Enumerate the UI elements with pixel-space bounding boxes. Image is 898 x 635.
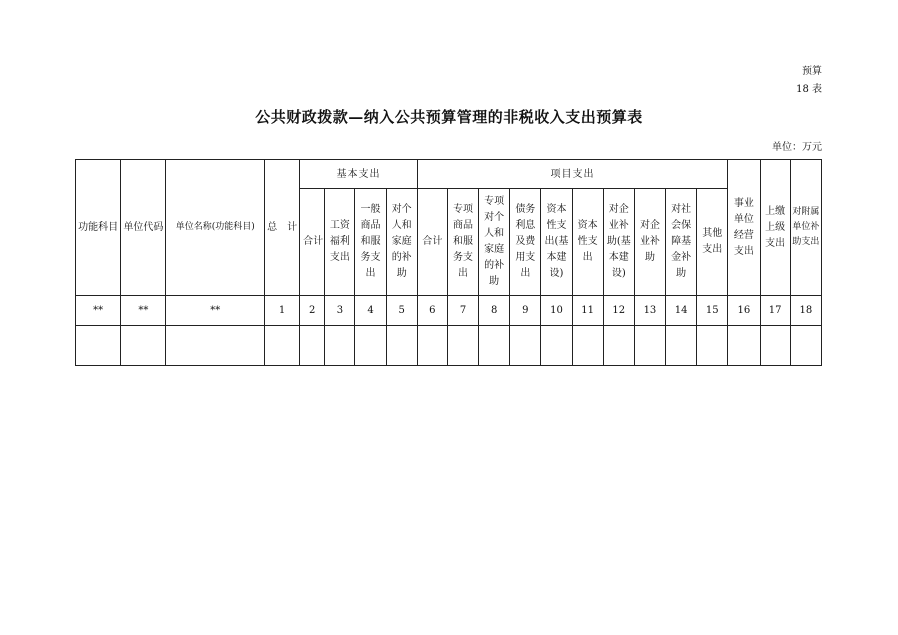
data-cell [166,326,265,366]
col-header-fushu [790,160,821,296]
col-header-jiben-shangpin-text: 一般商品和服务支出 [360,204,381,279]
data-cell [479,326,510,366]
col-header-xiangmu-shangpin [447,189,478,296]
col-header-jiben-duigeren-text: 对个人和家庭的补助 [391,204,412,279]
data-cell [572,326,603,366]
col-header-xiangmu-zhaiwu-text: 债务利息及费用支出 [515,204,536,279]
data-cell [121,326,166,366]
col-header-zongji-text: 总 计 [267,222,298,233]
col-header-xiangmu-shehui-text: 对社会保障基金补助 [671,204,692,279]
data-cell [510,326,541,366]
form-number: 18 表 [796,84,822,95]
index-cell: 15 [697,296,728,326]
index-cell: 5 [386,296,417,326]
data-cell [666,326,697,366]
col-header-xiangmu-heji [417,189,447,296]
index-cell: 17 [760,296,790,326]
col-header-xiangmu-heji-text: 合计 [422,236,443,247]
data-cell [264,326,299,366]
col-header-xiangmu-zhaiwu [510,189,541,296]
col-header-shiye-text: 事业单位经营支出 [733,197,754,257]
col-header-xiangmu-shangpin-text: 专项商品和服务支出 [453,204,473,279]
page-title: 公共财政拨款—纳入公共预算管理的非税收入支出预算表 [255,108,643,126]
data-row-empty [76,326,822,366]
index-cell: 14 [666,296,697,326]
data-cell [386,326,417,366]
col-header-jiben-gongzi-text: 工资福利支出 [329,220,350,263]
col-header-xiangmu-qiye [634,189,665,296]
index-cell: 3 [325,296,355,326]
col-header-jiben-heji-text: 合计 [303,236,324,247]
index-cell: 10 [541,296,572,326]
index-cell: 8 [479,296,510,326]
form-category: 预算 [802,66,822,77]
index-cell: 2 [300,296,325,326]
index-cell: ** [166,296,265,326]
col-header-shiye [728,160,760,296]
index-cell: 11 [572,296,603,326]
col-header-xiangmu-duigeren [479,189,510,296]
data-cell [447,326,478,366]
index-cell: 12 [603,296,634,326]
data-cell [76,326,121,366]
col-header-daima: 单位代码 [121,160,166,296]
header-row-groups [76,160,822,189]
col-header-fushu-text: 对附属单位补助支出 [792,207,820,247]
col-header-xiangmu-shehui [666,189,697,296]
data-cell [697,326,728,366]
index-cell: 18 [790,296,821,326]
budget-table [75,159,822,366]
index-cell: 1 [264,296,299,326]
col-header-jiben-duigeren [386,189,417,296]
index-cell: 13 [634,296,665,326]
index-cell: 7 [447,296,478,326]
data-cell [541,326,572,366]
data-cell [634,326,665,366]
col-header-mingcheng: 单位名称(功能科目) [166,160,265,296]
col-header-shangjiao [760,160,790,296]
index-cell: 16 [728,296,760,326]
index-cell: ** [121,296,166,326]
col-header-zongji [264,160,299,296]
col-header-xiangmu-ziben-jianshe-text: 资本性支出(基本建设) [544,204,569,279]
data-cell [790,326,821,366]
col-header-xiangmu-ziben-jianshe [541,189,572,296]
col-header-jiben-gongzi [325,189,355,296]
data-cell [300,326,325,366]
index-cell: ** [76,296,121,326]
col-header-xiangmu-qiye-jianshe-text: 对企业补助(基本建设) [606,204,631,279]
data-cell [728,326,760,366]
data-cell [355,326,386,366]
index-cell: 4 [355,296,386,326]
col-header-gongneng: 功能科目 [76,160,121,296]
col-header-xiangmu-qiye-jianshe [603,189,634,296]
unit-label: 单位：万元 [772,142,822,153]
data-cell [417,326,447,366]
index-cell: 9 [510,296,541,326]
col-header-shangjiao-text: 上缴上级支出 [765,205,786,249]
col-header-xiangmu-ziben [572,189,603,296]
index-cell: 6 [417,296,447,326]
col-header-jiben-shangpin [355,189,386,296]
group-header-xiangmu: 项目支出 [417,160,728,189]
data-cell [603,326,634,366]
data-cell [325,326,355,366]
col-header-xiangmu-qita-text: 其他支出 [702,228,723,255]
col-header-xiangmu-duigeren-text: 专项对个人和家庭的补助 [484,196,505,287]
col-header-xiangmu-ziben-text: 资本性支出 [577,220,598,263]
group-header-jiben: 基本支出 [300,160,418,189]
index-row [76,296,822,326]
col-header-xiangmu-qiye-text: 对企业补助 [639,220,660,263]
data-cell [760,326,790,366]
col-header-xiangmu-qita [697,189,728,296]
col-header-jiben-heji [300,189,325,296]
